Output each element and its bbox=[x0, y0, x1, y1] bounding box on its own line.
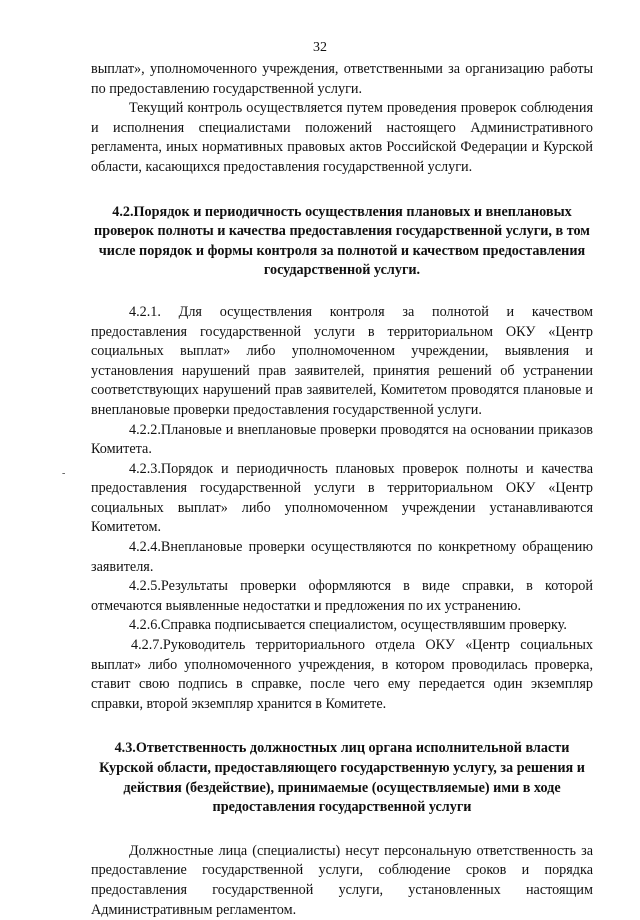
paragraph-4-2-2: 4.2.2.Плановые и внеплановые проверки проводятся на основании приказов Комитета. bbox=[91, 421, 593, 458]
paragraph-4-2-4: 4.2.4.Внеплановые проверки осуществляются по конкретному обращению заявителя. bbox=[91, 539, 593, 575]
paragraph-responsibility: Должностные лица (специалисты) несут персональную ответственность за предоставление государственной услуги, соблюдение сроков и порядка предоставления государственной услуги, установленных настоящим Административным регламентом. bbox=[91, 842, 593, 918]
paragraph-continuation: выплат», уполномоченного учреждения, ответственными за организацию работы по предоставлению государственной услуги. bbox=[91, 61, 593, 97]
page-number: 32 bbox=[313, 40, 327, 55]
paragraph-current-control: Текущий контроль осуществляется путем проведения проверок соблюдения и исполнения специалистами положений настоящего Административного регламента, иных нормативных правовых актов Российской Федерации и Курской области, касающихся предоставления государственной услуги. bbox=[91, 100, 593, 175]
section-heading-4-3: 4.3.Ответственность должностных лиц органа исполнительной власти Курской области, предоставляющего государственную услугу, за решения и действия (бездействие), принимаемые (осуществляемые) ими в ходе предоставления государственной услуги bbox=[99, 740, 585, 816]
margin-mark: - bbox=[62, 468, 66, 479]
paragraph-4-2-7: 4.2.7.Руководитель территориального отдела ОКУ «Центр социальных выплат» либо уполномоченного учреждения, в котором проводилась проверка, ставит свою подпись в справке, после чего ему передается один экземпляр справки, второй экземпляр хранится в Комитете. bbox=[91, 637, 593, 712]
section-heading-4-2: 4.2.Порядок и периодичность осуществления плановых и внеплановых проверок полноты и качества предоставления государственной услуги, в том числе порядок и формы контроля за полнотой и качеством предоставления государственной услуги. bbox=[94, 203, 590, 279]
paragraph-4-2-1: 4.2.1. Для осуществления контроля за полнотой и качеством предоставления государственной услуги в территориальном ОКУ «Центр социальных выплат» либо уполномоченном учреждении, выявления и установления нарушений прав заявителей, принятия решений об устранении соответствующих нарушений прав заявителей, Комитетом проводятся плановые и внеплановые проверки предоставления государственной услуги. bbox=[91, 303, 593, 418]
paragraph-4-2-3: 4.2.3.Порядок и периодичность плановых проверок полноты и качества предоставления государственной услуги в территориальном ОКУ «Центр социальных выплат» либо уполномоченном учреждении устанавливаются Комитетом. bbox=[91, 460, 593, 536]
paragraph-4-2-5: 4.2.5.Результаты проверки оформляются в виде справки, в которой отмечаются выявленные недостатки и предложения по их устранению. bbox=[91, 578, 593, 614]
paragraph-4-2-6: 4.2.6.Справка подписывается специалистом, осуществлявшим проверку. bbox=[129, 617, 567, 634]
page-content bbox=[91, 60, 593, 920]
